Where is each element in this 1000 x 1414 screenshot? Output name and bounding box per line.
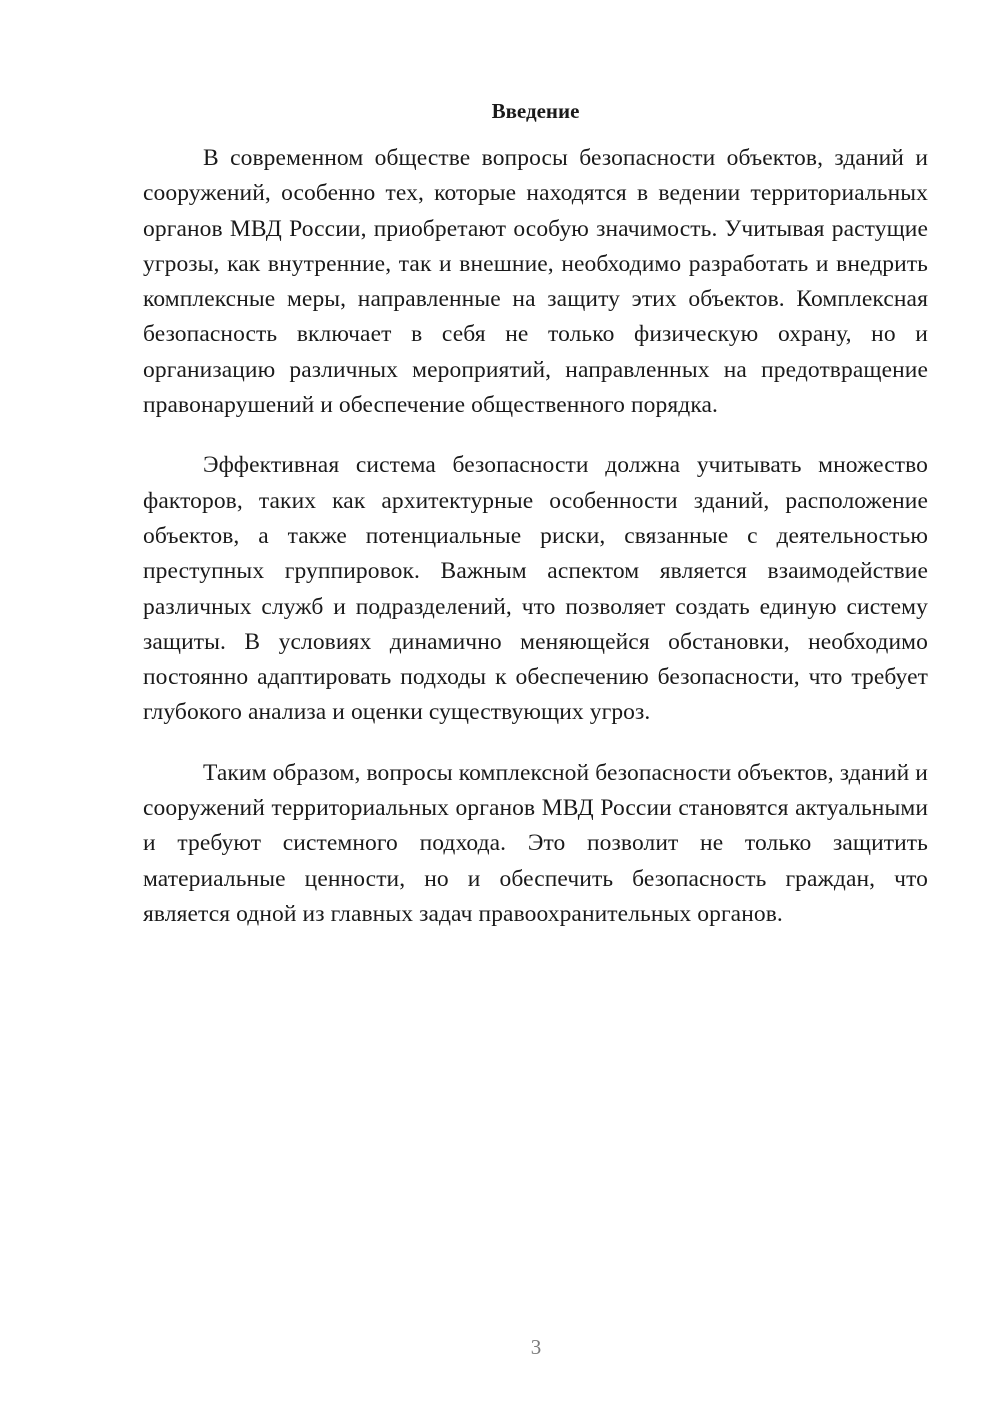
paragraph-2: Эффективная система безопасности должна учитывать множество факторов, таких как архитектурные особенности зданий, расположение объектов, а также потенциальные риски, связанные с деятельностью преступных группировок. Важным аспектом является взаимодействие различных служб и подразделений, что позволяет создать единую систему защиты. В условиях динамично меняющейся обстановки, необходимо постоянно адаптировать подходы к обеспечению безопасности, что требует глубокого анализа и оценки существующих угроз. (143, 452, 928, 726)
paragraph-3: Таким образом, вопросы комплексной безопасности объектов, зданий и сооружений территориальных органов МВД России становятся актуальными и требуют системного подхода. Это позволит не только защитить материальные ценности, но и обеспечить безопасность граждан, что является одной из главных задач правоохранительных органов. (143, 759, 928, 927)
body-text (143, 141, 928, 957)
section-title: Введение (491, 99, 580, 123)
paragraph-1: В современном обществе вопросы безопасности объектов, зданий и сооружений, особенно тех, которые находятся в ведении территориальных органов МВД России, приобретают особую значимость. Учитывая растущие угрозы, как внутренние, так и внешние, необходимо разработать и внедрить комплексные меры, направленные на защиту этих объектов. Комплексная безопасность включает в себя не только физическую охрану, но и организацию различных мероприятий, направленных на предотвращение правонарушений и обеспечение общественного порядка. (143, 145, 928, 419)
page-number: 3 (530, 1335, 542, 1359)
